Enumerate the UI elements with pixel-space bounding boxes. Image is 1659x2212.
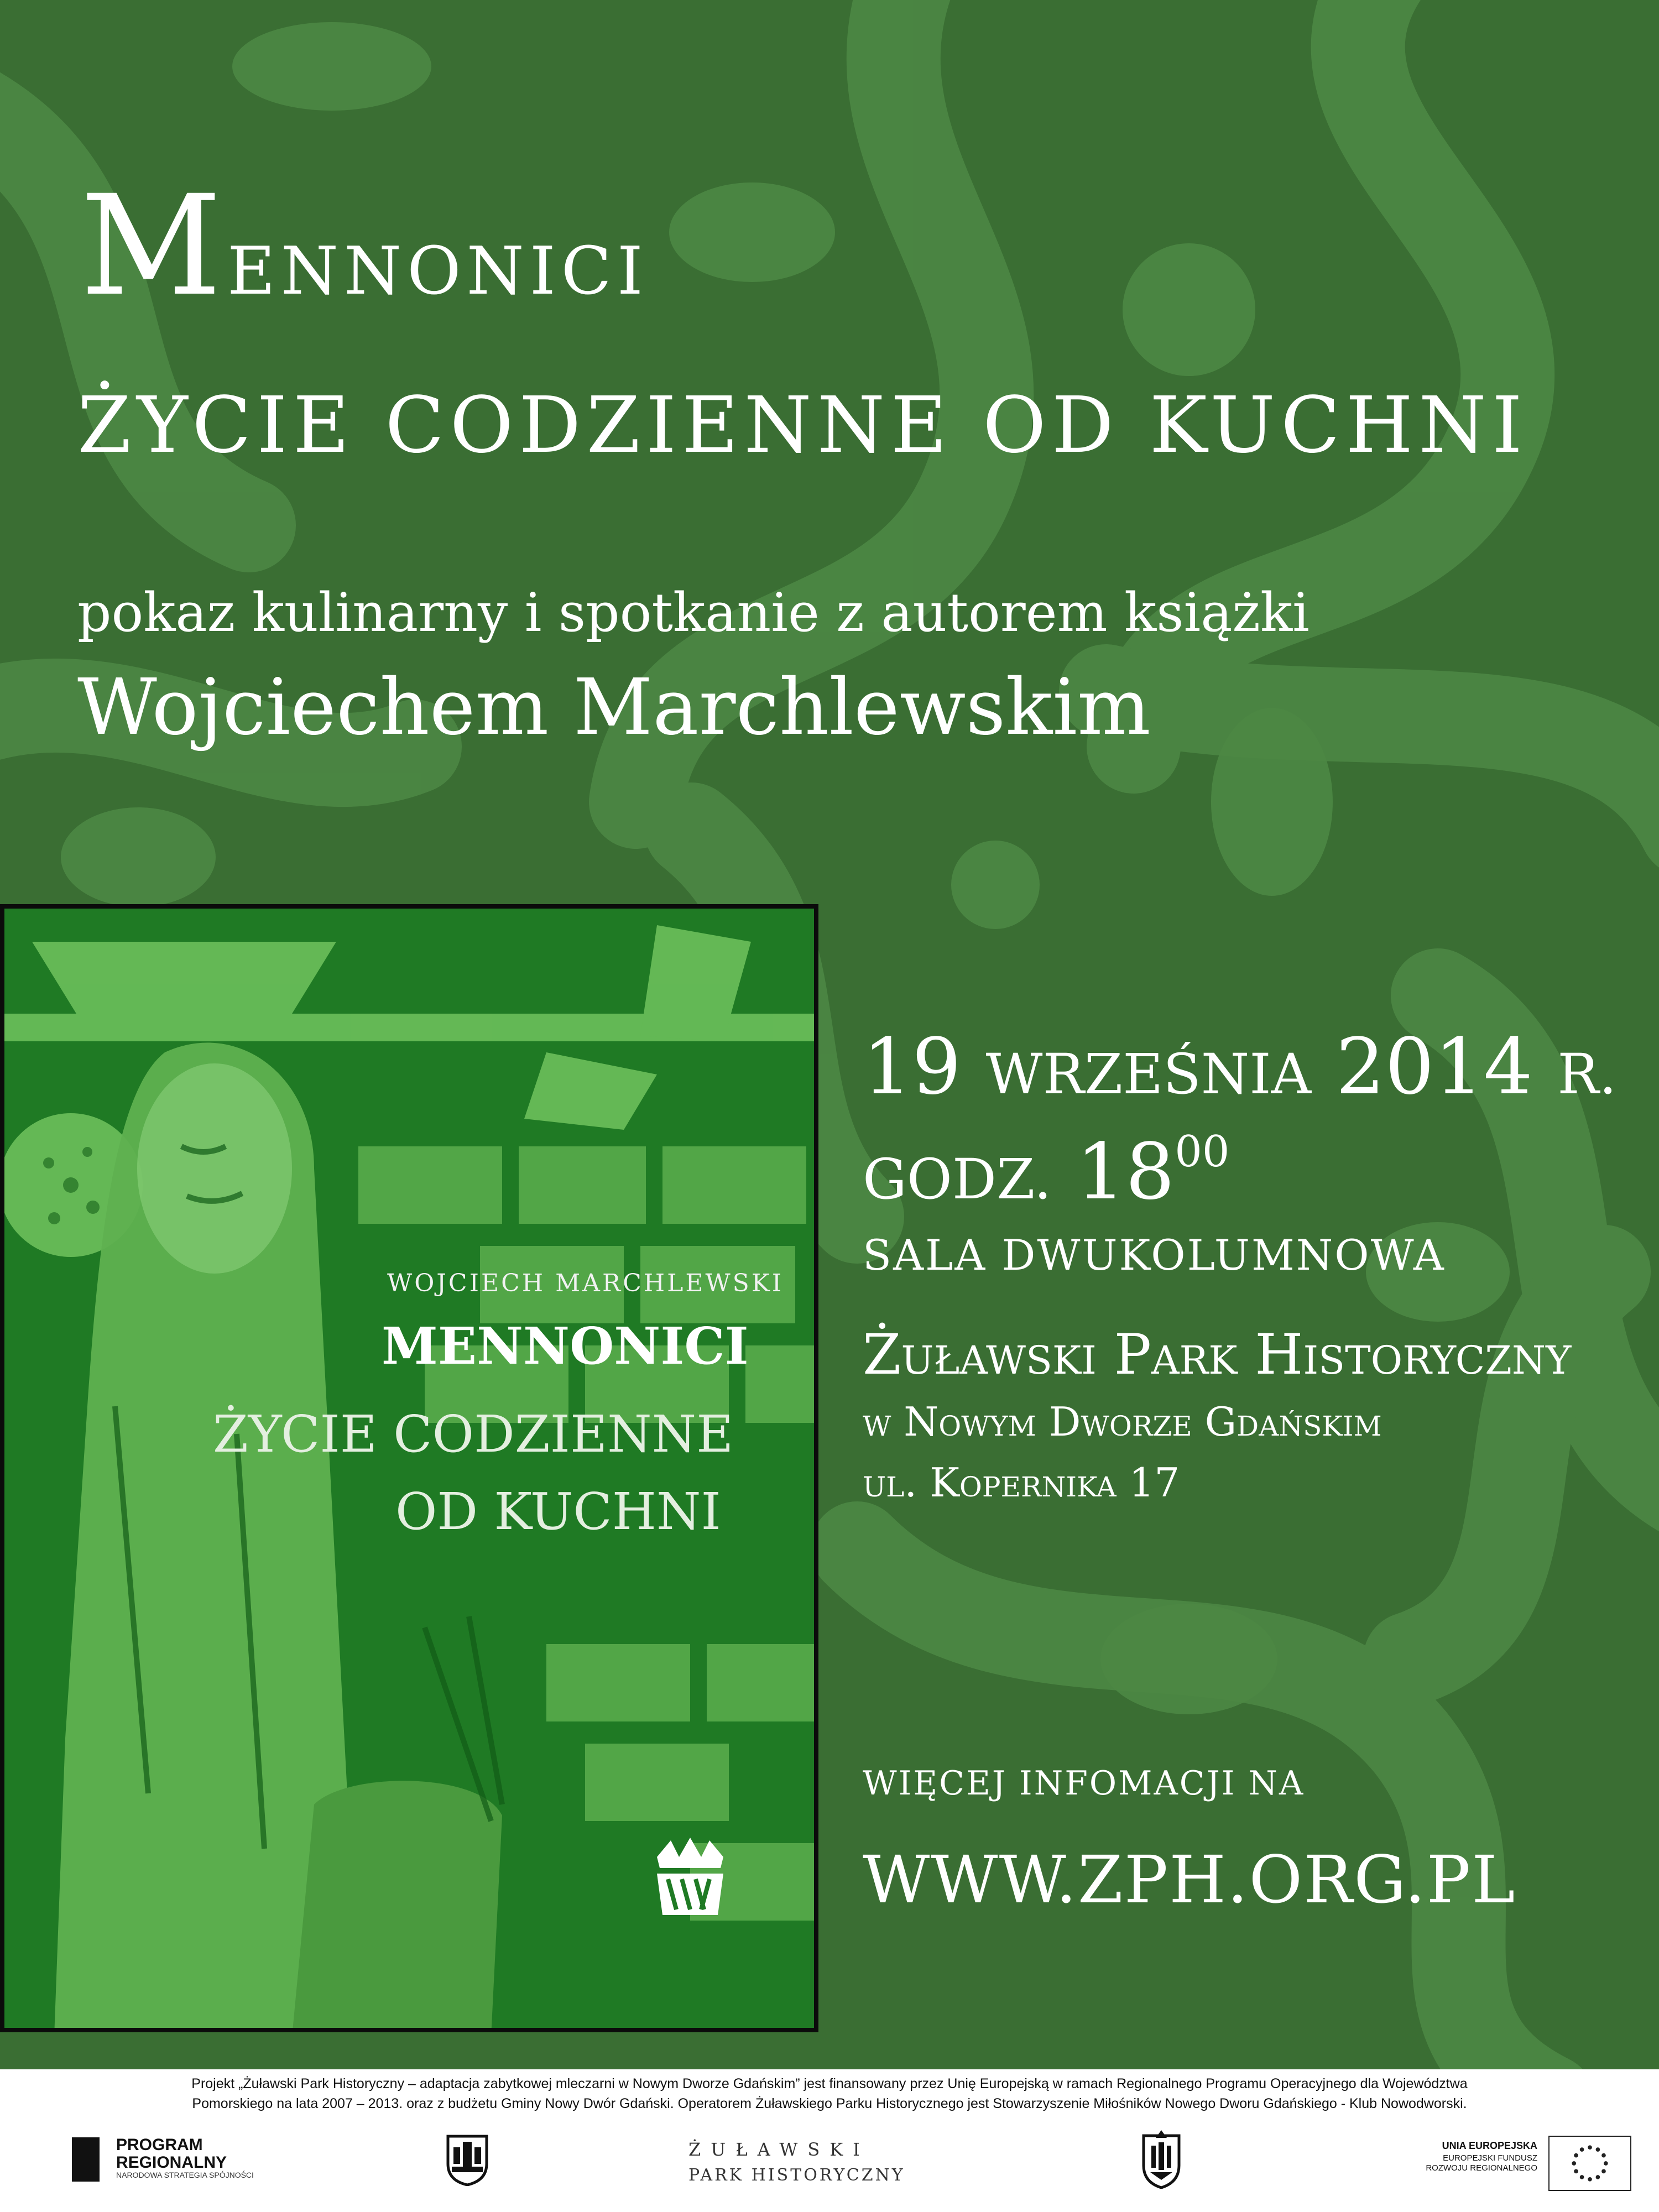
- cover-title: MENNONICI: [382, 1316, 749, 1376]
- zph-logo-line1: ŻUŁAWSKI: [688, 2139, 870, 2160]
- venue-city: w Nowym Dworze Gdańskim: [863, 1399, 1382, 1445]
- event-date: [863, 1022, 1617, 1112]
- ue-line2: EUROPEJSKI FUNDUSZ: [1443, 2153, 1537, 2163]
- event-day: 19: [863, 1022, 962, 1112]
- program-regionalny-logo: [72, 2132, 254, 2187]
- event-year-suffix: R.: [1557, 1042, 1617, 1107]
- town-crest-icon: [445, 2131, 489, 2186]
- event-lead: pokaz kulinarny i spotkanie z autorem książki: [77, 582, 1310, 644]
- event-month: WRZEŚNIA: [985, 1042, 1311, 1107]
- funding-note: [0, 2074, 1659, 2114]
- time-label: GODZ.: [863, 1147, 1052, 1212]
- funding-note-line1: Projekt „Żuławski Park Historyczny – adaptacja zabytkowej mleczarni w Nowym Dworze Gdańskim” jest finansowany przez Unię Europejską w ramach Regionalnego Programu Operacyjnego dla Województwa: [191, 2076, 1468, 2091]
- event-year: 2014: [1335, 1022, 1533, 1112]
- title-initial: M: [80, 165, 227, 326]
- event-hall: SALA DWUKOLUMNOWA: [863, 1230, 1446, 1280]
- zph-logo: [688, 2139, 965, 2194]
- zph-logo-line2: PARK HISTORYCZNY: [688, 2166, 905, 2185]
- program-regionalny-mark-icon: [72, 2137, 100, 2182]
- county-crest-icon: [1139, 2129, 1183, 2189]
- book-cover: [0, 904, 818, 2032]
- ue-line1: UNIA EUROPEJSKA: [1442, 2140, 1537, 2151]
- funding-note-line2: Pomorskiego na lata 2007 – 2013. oraz z budżetu Gminy Nowy Dwór Gdański. Operatorem Żuławskiego Parku Historycznego jest Stowarzyszenie Miłośników Nowego Dworu Gdańskiego - Klub Nowodworski.: [192, 2096, 1467, 2111]
- event-time: [863, 1127, 1230, 1217]
- program-line2: REGIONALNY: [116, 2153, 227, 2172]
- event-title: [80, 165, 649, 326]
- eu-flag-icon: [1548, 2136, 1631, 2191]
- title-rest: ennonici: [227, 207, 649, 316]
- more-info-label: WIĘCEJ INFOMACJI NA: [863, 1764, 1305, 1803]
- time-minutes: 00: [1175, 1127, 1230, 1177]
- program-line1: PROGRAM: [116, 2136, 203, 2154]
- ue-line3: ROZWOJU REGIONALNEGO: [1426, 2163, 1537, 2173]
- website-link[interactable]: WWW.ZPH.ORG.PL: [863, 1841, 1516, 1918]
- cover-subtitle-line1: ŻYCIE CODZIENNE: [213, 1405, 734, 1464]
- ue-lines: [1426, 2153, 1537, 2173]
- venue-street: ul. Kopernika 17: [863, 1459, 1180, 1506]
- event-subtitle: ŻYCIE CODZIENNE OD KUCHNI: [77, 380, 1528, 471]
- program-regionalny-text: [116, 2136, 227, 2172]
- cover-author: WOJCIECH MARCHLEWSKI: [387, 1269, 784, 1297]
- author-name: Wojciechem Marchlewskim: [77, 662, 1151, 753]
- cover-subtitle-line2: OD KUCHNI: [395, 1482, 721, 1541]
- crown-logo-icon: [651, 1835, 729, 1918]
- eu-logo: [1388, 2136, 1642, 2191]
- time-hour: 18: [1076, 1127, 1175, 1217]
- venue-name: Żuławski Park Historyczny: [863, 1322, 1572, 1387]
- program-tagline: NARODOWA STRATEGIA SPÓJNOŚCI: [116, 2171, 254, 2179]
